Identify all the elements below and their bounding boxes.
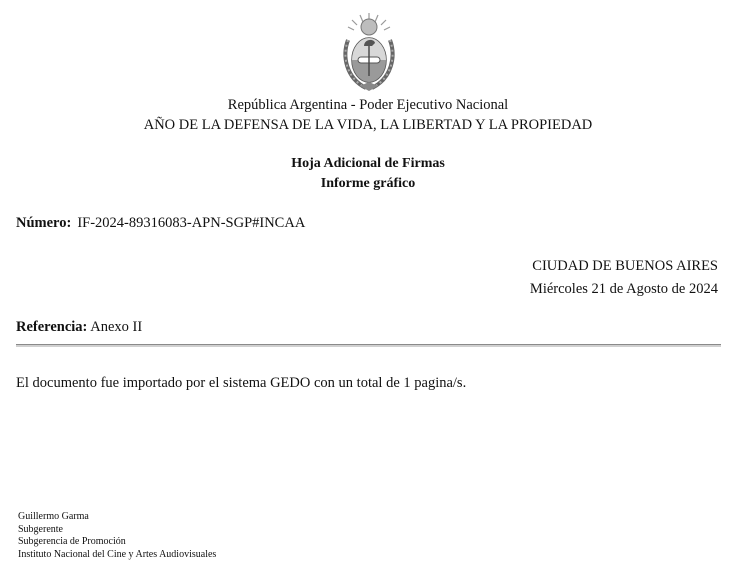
numero-label: Número: bbox=[16, 215, 72, 231]
signer-role: Subgerente bbox=[18, 523, 63, 535]
numero-value: IF-2024-89316083-APN-SGP#INCAA bbox=[77, 215, 306, 231]
location-city: CIUDAD DE BUENOS AIRES bbox=[532, 258, 718, 274]
document-subtitle: Informe gráfico bbox=[320, 176, 416, 191]
referencia-field bbox=[16, 319, 142, 336]
header-year-motto: AÑO DE LA DEFENSA DE LA VIDA, LA LIBERTAD Y LA PROPIEDAD bbox=[143, 117, 593, 133]
signer-department: Subgerencia de Promoción bbox=[18, 536, 126, 548]
referencia-label: Referencia: bbox=[16, 319, 88, 335]
argentina-coat-of-arms-icon bbox=[338, 12, 400, 94]
signer-name: Guillermo Garma bbox=[18, 511, 89, 522]
body-text: El documento fue importado por el sistema GEDO con un total de 1 pagina/s. bbox=[16, 375, 467, 391]
referencia-value: Anexo II bbox=[90, 319, 143, 335]
signature-block bbox=[18, 511, 216, 561]
horizontal-divider bbox=[16, 344, 721, 347]
numero-field bbox=[16, 215, 305, 232]
location-date: Miércoles 21 de Agosto de 2024 bbox=[529, 281, 718, 297]
header-government-line: República Argentina - Poder Ejecutivo Nacional bbox=[227, 97, 509, 113]
document-title: Hoja Adicional de Firmas bbox=[291, 156, 445, 171]
signer-institution: Instituto Nacional del Cine y Artes Audiovisuales bbox=[18, 548, 217, 560]
